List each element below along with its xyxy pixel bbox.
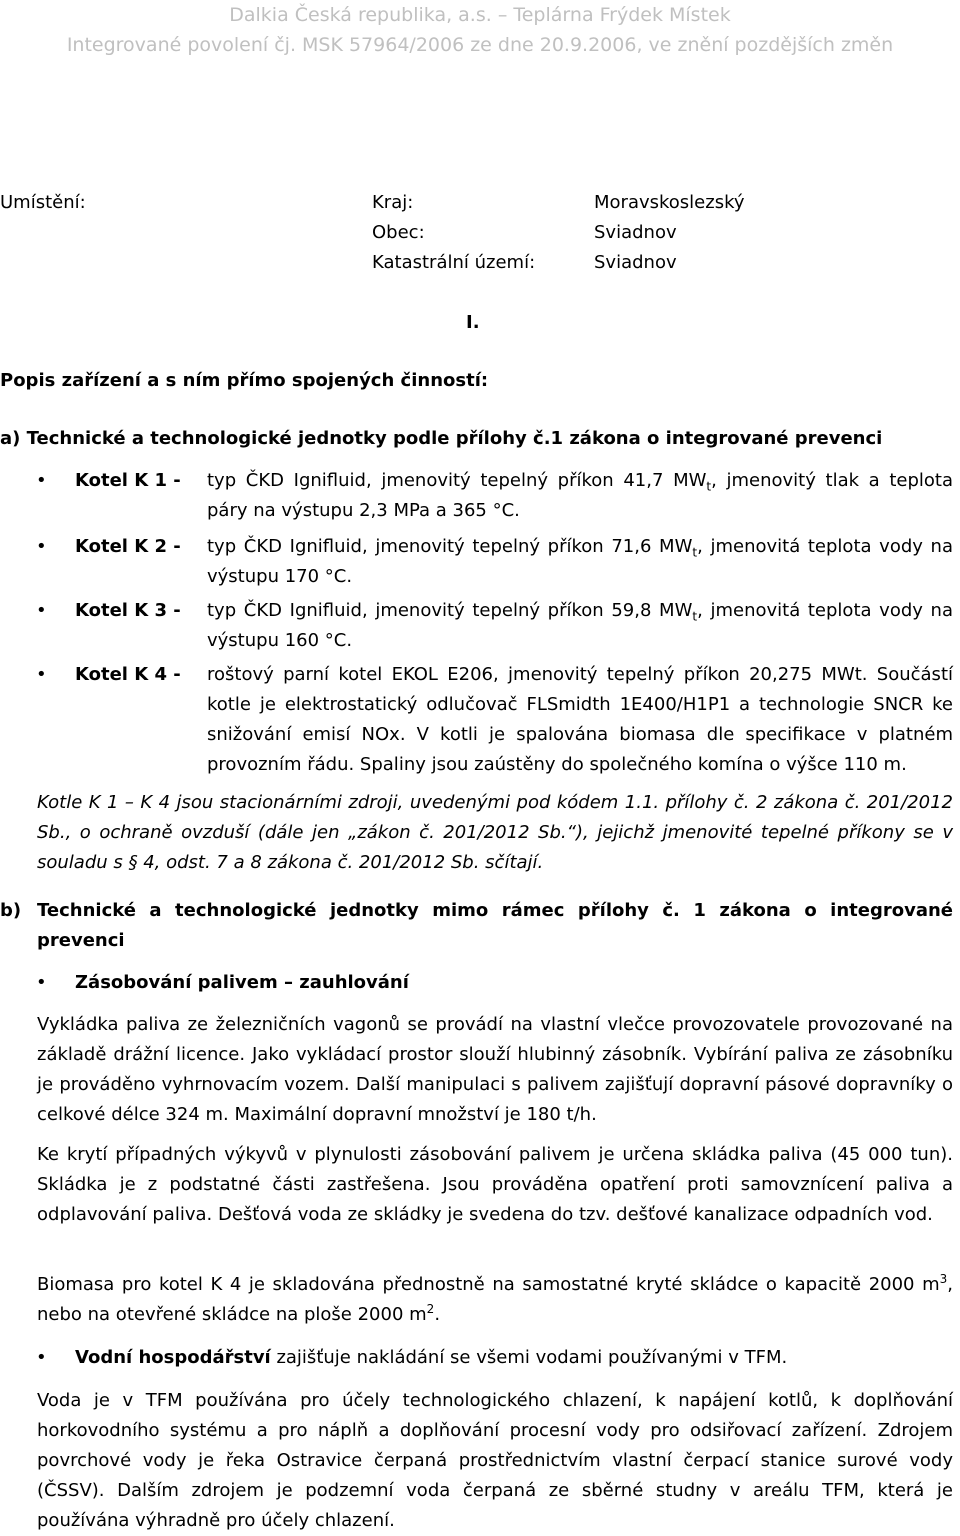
paragraph-biomasa: Biomasa pro kotel K 4 je skladována přednostně na samostatné kryté skládce o kapacitě 2000 $m^3$, nebo na otevřené skládce na ploše 2000 $m^2$. xyxy=(37,1272,953,1325)
location-key-kraj: Kraj: xyxy=(372,192,414,213)
header-permit: Integrované povolení čj. MSK 57964/2006 ze dne 20.9.2006, ve znění pozdějších změn xyxy=(66,34,894,56)
header-company: Dalkia Česká republika, a.s. – Teplárna Frýdek Místek xyxy=(229,4,731,26)
section-number: I. xyxy=(466,312,480,333)
bullet-title-zauhlovani: Zásobování palivem – zauhlování xyxy=(75,972,409,993)
location-value-obec: Sviadnov xyxy=(594,222,677,243)
paragraph-vykladka: Vykládka paliva ze železničních vagonů se provádí na vlastní vlečce provozovatele provozované na základě drážní licence. Jako vykládací prostor slouží hlubinný zásobník. Vybírání paliva ze zásobníku je prováděno vyhrnovacím vozem. Další manipulaci s palivem zajišťují dopravní pásové dopravníky o celkové délce 324 m. Maximální dopravní množství je 180 t/h. xyxy=(37,1014,953,1125)
part-b-heading: Technické a technologické jednotky mimo rámec přílohy č. 1 zákona o integrované prevenci xyxy=(37,900,953,951)
boiler-label: Kotel K 3 - xyxy=(75,600,181,621)
bullet-icon: • xyxy=(36,470,47,491)
part-a-heading: a) Technické a technologické jednotky podle přílohy č.1 zákona o integrované prevenci xyxy=(0,428,883,449)
bullet-icon: • xyxy=(36,664,47,685)
part-b-prefix: b) xyxy=(0,900,22,921)
bullet-icon: • xyxy=(36,972,47,993)
bullet-icon: • xyxy=(36,600,47,621)
boiler-desc: typ ČKD Ignifluid, jmenovitý tepelný příkon 71,6 $MW_t$, jmenovitá teplota vody na výstupu 170 °C. xyxy=(207,536,953,587)
location-value-katastr: Sviadnov xyxy=(594,252,677,273)
boiler-desc: roštový parní kotel EKOL E206, jmenovitý tepelný příkon 20,275 MWt. Součástí kotle je elektrostatický odlučovač FLSmidth 1E400/H1P1 a technologie SNCR ke snižování emisí NOx. V kotli je spalována biomasa dle specifikace v platném provozním řádu. Spaliny jsou zaústěny do společného komína o výšce 110 m. xyxy=(207,664,953,775)
boiler-label: Kotel K 2 - xyxy=(75,536,181,557)
boiler-desc: typ ČKD Ignifluid, jmenovitý tepelný příkon 59,8 $MW_t$, jmenovitá teplota vody na výstupu 160 °C. xyxy=(207,600,953,651)
bullet-vodni-hospodarstvi: Vodní hospodářství zajišťuje nakládání se všemi vodami používanými v TFM. xyxy=(75,1347,788,1368)
paragraph-voda: Voda je v TFM používána pro účely technologického chlazení, k napájení kotlů, k doplňování horkovodního systému a pro náplň a doplňování procesní vody pro odsiřovací zařízení. Zdrojem povrchové vody je řeka Ostravice čerpaná prostřednictvím vlastní čerpací stanice surové vody (ČSSV). Dalším zdrojem je podzemní voda čerpaná ze sběrné studny v areálu TFM, která je používána výhradně pro účely chlazení. xyxy=(37,1390,953,1531)
location-label: Umístění: xyxy=(0,192,86,213)
part-a-note: Kotle K 1 – K 4 jsou stacionárními zdroji, uvedenými pod kódem 1.1. přílohy č. 2 zákona č. 201/2012 Sb., o ochraně ovzduší (dále jen „zákon č. 201/2012 Sb.“), jejichž jmenovité tepelné příkony se v souladu s § 4, odst. 7 a 8 zákona č. 201/2012 Sb. sčítají. xyxy=(37,792,953,873)
bullet-icon: • xyxy=(36,1347,47,1368)
location-key-katastr: Katastrální území: xyxy=(372,252,536,273)
bullet-icon: • xyxy=(36,536,47,557)
boiler-label: Kotel K 1 - xyxy=(75,470,181,491)
paragraph-skladka: Ke krytí případných výkyvů v plynulosti zásobování palivem je určena skládka paliva (45 000 tun). Skládka je z podstatné části zastřešena. Jsou prováděna opatření proti samovznícení paliva a odplavování paliva. Dešťová voda ze skládky je svedena do tzv. dešťové kanalizace odpadních vod. xyxy=(37,1144,953,1225)
location-value-kraj: Moravskoslezský xyxy=(594,192,745,213)
boiler-desc: typ ČKD Ignifluid, jmenovitý tepelný příkon 41,7 $MW_t$, jmenovitý tlak a teplota páry na výstupu 2,3 MPa a 365 °C. xyxy=(207,470,953,521)
boiler-label: Kotel K 4 - xyxy=(75,664,181,685)
section-title: Popis zařízení a s ním přímo spojených činností: xyxy=(0,370,489,391)
page-header xyxy=(0,0,960,60)
location-key-obec: Obec: xyxy=(372,222,425,243)
